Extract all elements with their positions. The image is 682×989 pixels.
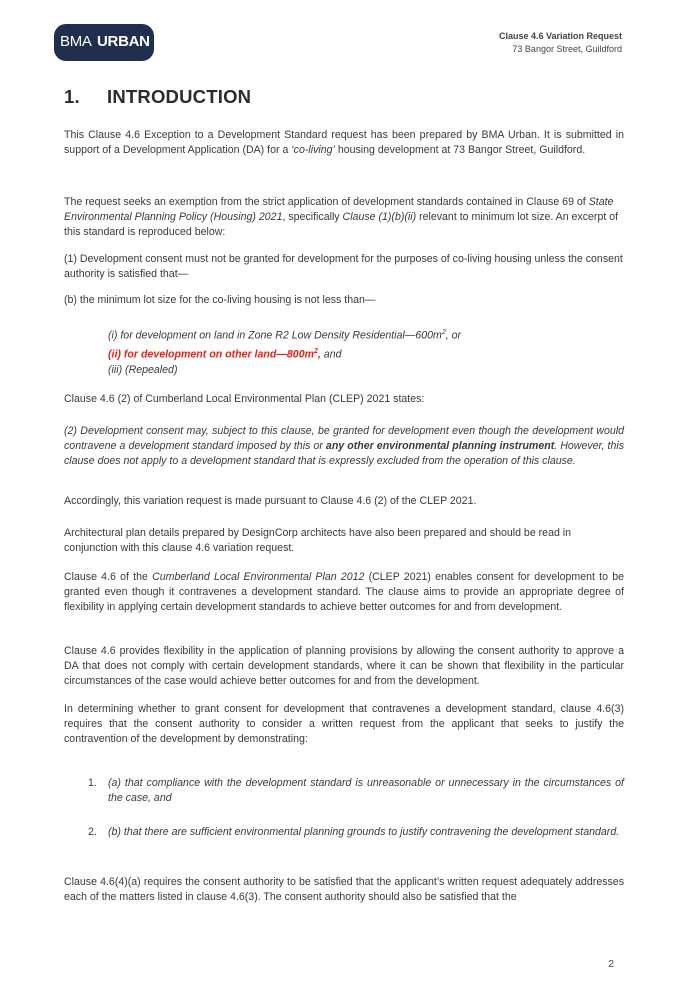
running-header <box>499 30 622 55</box>
page-number: 2 <box>608 958 614 970</box>
list-number-1: 1. <box>88 777 97 789</box>
bma-urban-logo <box>54 24 154 61</box>
section-title: INTRODUCTION <box>107 86 252 107</box>
subclause-ii-text: (ii) for development on other land—800m <box>108 348 315 361</box>
header-doc-title: Clause 4.6 Variation Request <box>498 31 622 41</box>
p2-text-a: The request seeks an exemption from the strict application of development standards contained in Clause 69 of <box>64 196 589 208</box>
list-number-2: 2. <box>88 826 97 838</box>
subclause-i-text: (i) for development on land in Zone R2 Low Density Residential—600m <box>108 329 442 342</box>
paragraph-request <box>64 195 624 241</box>
subclause-ii-end: and <box>320 348 342 361</box>
subclause-i-end: , or <box>445 329 462 342</box>
subclause-ii-comma: , <box>317 348 321 361</box>
paragraph-flexibility: Clause 4.6 provides flexibility in the application of planning provisions by allowing the consent authority to approve a DA that does not comply with certain development standards, where it can be shown that flexibility in the particular circumstances of the case would achieve better outcomes for and from the development. <box>64 645 624 688</box>
p2-text-b: State Environmental Planning Policy (Housing) 2021 <box>64 196 614 224</box>
p1-text-b: ‘co-living’ <box>291 144 335 157</box>
paragraph-determining: In determining whether to grant consent for development that contravenes a development standard, clause 4.6(3) requires that the consent authority to consider a written request from the applicant that seeks to justify the contravention of the development by demonstrating: <box>64 703 624 746</box>
p9-text-b: Cumberland Local Environmental Plan 2012 <box>152 571 365 583</box>
paragraph-clep-states: Clause 4.6 (2) of Cumberland Local Environmental Plan (CLEP) 2021 states: <box>64 393 425 405</box>
logo-text-urban: URBAN <box>97 33 150 50</box>
paragraph-clause-46-cumberland <box>64 570 624 616</box>
p1-text-a: This Clause 4.6 Exception to a Development Standard request has been prepared by BMA Urban. It is submitted in support of a Development Application (DA) for a <box>64 129 624 157</box>
subclause-list <box>108 325 608 379</box>
subclause-i-sup: 2 <box>441 329 446 336</box>
paragraph-clause-46-4a: Clause 4.6(4)(a) requires the consent authority to be satisfied that the applicant’s written request adequately addresses each of the matters listed in clause 4.6(3). The consent authority should also be satisfied that the <box>64 876 624 904</box>
p1-text-c: housing development at 73 Bangor Street, Guildford. <box>334 144 586 157</box>
subclause-ii <box>108 344 608 363</box>
p2-text-c: , specifically <box>282 211 343 224</box>
p9-text-c: (CLEP 2021) enables consent for development to be granted even though it contravenes a development standard. The clause aims to provide an appropriate degree of flexibility in applying certain development standards to achieve better outcomes for and from development. <box>64 571 624 614</box>
p2-text-d: Clause (1)(b)(ii) <box>342 211 417 224</box>
p6-text-b: any other environmental planning instrument <box>325 440 555 453</box>
paragraph-clause-b: (b) the minimum lot size for the co-living housing is not less than— <box>64 294 376 306</box>
header-address: 73 Bangor Street, Guildford <box>512 43 622 54</box>
list-item-2: (b) that there are sufficient environmental planning grounds to justify contravening the development standard. <box>108 826 620 838</box>
logo-text-bma: BMA <box>60 33 92 50</box>
p6-text-a: (2) Development consent may, subject to this clause, be granted for development even though the development would contravene a development standard imposed by this or <box>64 425 624 453</box>
paragraph-accordingly: Accordingly, this variation request is made pursuant to Clause 4.6 (2) of the CLEP 2021. <box>64 495 477 507</box>
p9-text-a: Clause 4.6 of the <box>64 571 153 583</box>
paragraph-clause-quote <box>64 424 624 470</box>
paragraph-architectural: Architectural plan details prepared by DesignCorp architects have also been prepared and should be read in conjunction with this clause 4.6 variation request. <box>64 527 572 555</box>
p2-text-e: relevant to minimum lot size. An excerpt of this standard is reproduced below: <box>64 211 619 239</box>
section-heading <box>64 86 251 108</box>
subclause-i <box>108 325 608 344</box>
list-item-1: (a) that compliance with the development standard is unreasonable or unnecessary in the circumstances of the case, and <box>108 777 624 805</box>
paragraph-clause-1: (1) Development consent must not be granted for development for the purposes of co-living housing unless the consent authority is satisfied that— <box>64 253 623 281</box>
subclause-iii: (iii) (Repealed) <box>108 364 178 377</box>
section-number: 1. <box>64 86 80 107</box>
paragraph-intro <box>64 128 624 158</box>
p6-text-c: . However, this clause does not apply to a development standard that is expressly excluded from the operation of this clause. <box>64 440 624 468</box>
subclause-ii-sup: 2 <box>314 348 318 356</box>
